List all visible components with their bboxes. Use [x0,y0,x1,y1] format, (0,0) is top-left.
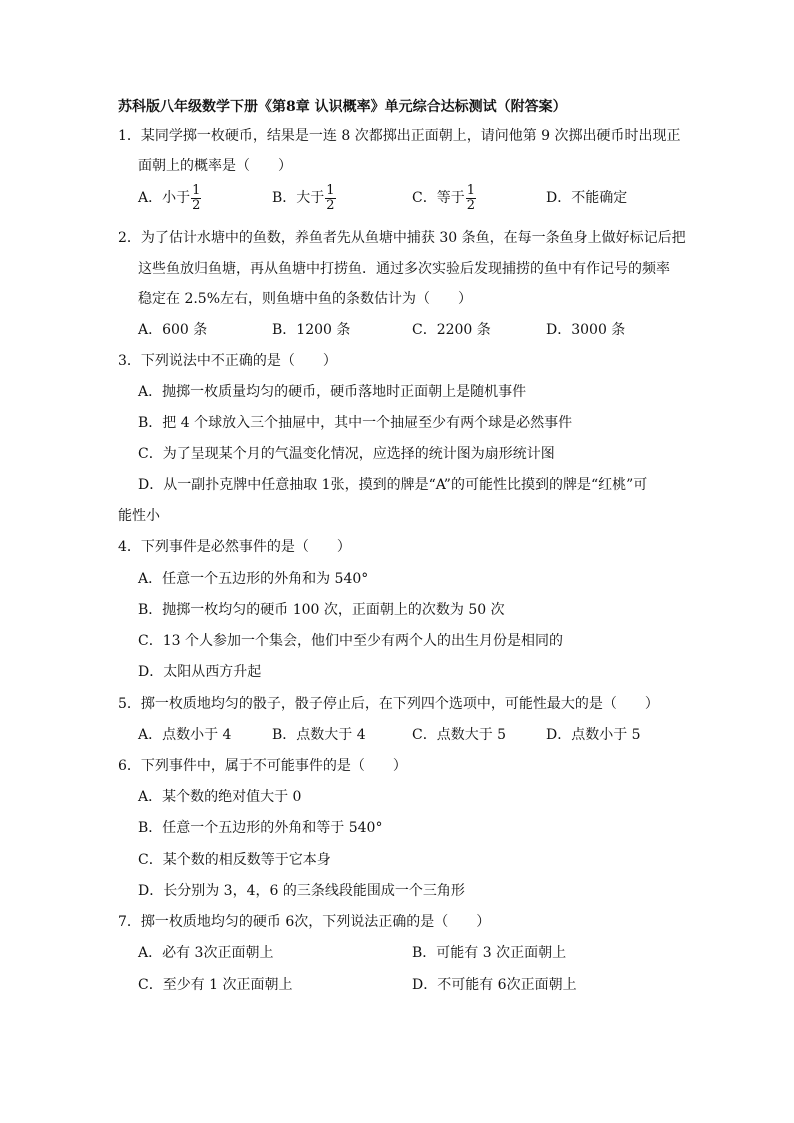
question-7-option-d: D．不可能有 6次正面朝上 [412,977,577,993]
question-5-text: 5．掷一枚质地均匀的骰子，骰子停止后，在下列四个选项中，可能性最大的是（ ） [118,696,659,712]
question-6-option-b: B．任意一个五边形的外角和等于 540° [138,820,383,836]
question-4-option-b: B．抛掷一枚均匀的硬币 100 次，正面朝上的次数为 50 次 [138,602,505,618]
question-1-text-cont: 面朝上的概率是（ ） [138,158,292,174]
question-5-option-b: B．点数大于 4 [272,727,366,743]
question-7-option-a: A．必有 3次正面朝上 [138,945,274,961]
question-1-option-a: A．小于 $\frac{1}{2}$ [138,182,201,213]
question-1-text: 1．某同学掷一枚硬币，结果是一连 8 次都掷出正面朝上，请问他第 9 次掷出硬币时出现正 [118,128,681,144]
question-4-option-c: C．13 个人参加一个集会，他们中至少有两个人的出生月份是相同的 [138,633,563,649]
question-2-text-cont-1: 这些鱼放归鱼塘，再从鱼塘中打捞鱼．通过多次实验后发现捕捞的鱼中有作记号的频率 [138,261,670,277]
document-title: 苏科版八年级数学下册《第8章 认识概率》单元综合达标测试（附答案） [118,99,567,115]
question-4-option-a: A．任意一个五边形的外角和为 540° [138,571,369,587]
question-1-option-c: C．等于 $\frac{1}{2}$ [412,182,475,213]
question-6-option-a: A．某个数的绝对值大于 0 [138,789,302,805]
question-2-option-c: C．2200 条 [412,322,491,338]
question-7-option-b: B．可能有 3 次正面朝上 [412,945,567,961]
fraction: $\frac{1}{2}$ [326,182,335,213]
question-7-option-c: C．至少有 1 次正面朝上 [138,977,293,993]
question-6-option-c: C．某个数的相反数等于它本身 [138,852,331,868]
question-3-option-d: D．从一副扑克牌中任意抽取 1张，摸到的牌是“A”的可能性比摸到的牌是“红桃”可 [138,477,648,493]
question-2-option-b: B．1200 条 [272,322,351,338]
question-6-option-d: D．长分别为 3，4，6 的三条线段能围成一个三角形 [138,883,465,899]
question-3-option-d-cont: 能性小 [118,508,160,524]
question-5-option-c: C．点数大于 5 [412,727,507,743]
question-1-option-d: D．不能确定 [546,190,628,206]
question-4-text: 4．下列事件是必然事件的是（ ） [118,539,351,555]
question-3-option-a: A．抛掷一枚质量均匀的硬币，硬币落地时正面朝上是随机事件 [138,384,527,400]
question-2-option-a: A．600 条 [138,322,208,338]
question-2-text: 2．为了估计水塘中的鱼数，养鱼者先从鱼塘中捕获 30 条鱼，在每一条鱼身上做好标记后把 [118,230,686,246]
fraction: $\frac{1}{2}$ [192,182,201,213]
question-2-option-d: D．3000 条 [546,322,626,338]
question-7-text: 7．掷一枚质地均匀的硬币 6次，下列说法正确的是（ ） [118,914,491,930]
fraction: $\frac{1}{2}$ [466,182,475,213]
question-3-option-c: C．为了呈现某个月的气温变化情况，应选择的统计图为扇形统计图 [138,446,555,462]
question-5-option-a: A．点数小于 4 [138,727,232,743]
question-2-text-cont-2: 稳定在 2.5%左右，则鱼塘中鱼的条数估计为（ ） [138,291,473,307]
question-4-option-d: D．太阳从西方升起 [138,664,262,680]
question-3-option-b: B．把 4 个球放入三个抽屉中，其中一个抽屉至少有两个球是必然事件 [138,415,573,431]
question-3-text: 3．下列说法中不正确的是（ ） [118,353,337,369]
question-1-option-b: B．大于 $\frac{1}{2}$ [272,182,335,213]
question-5-option-d: D．点数小于 5 [546,727,641,743]
question-6-text: 6．下列事件中，属于不可能事件的是（ ） [118,758,407,774]
